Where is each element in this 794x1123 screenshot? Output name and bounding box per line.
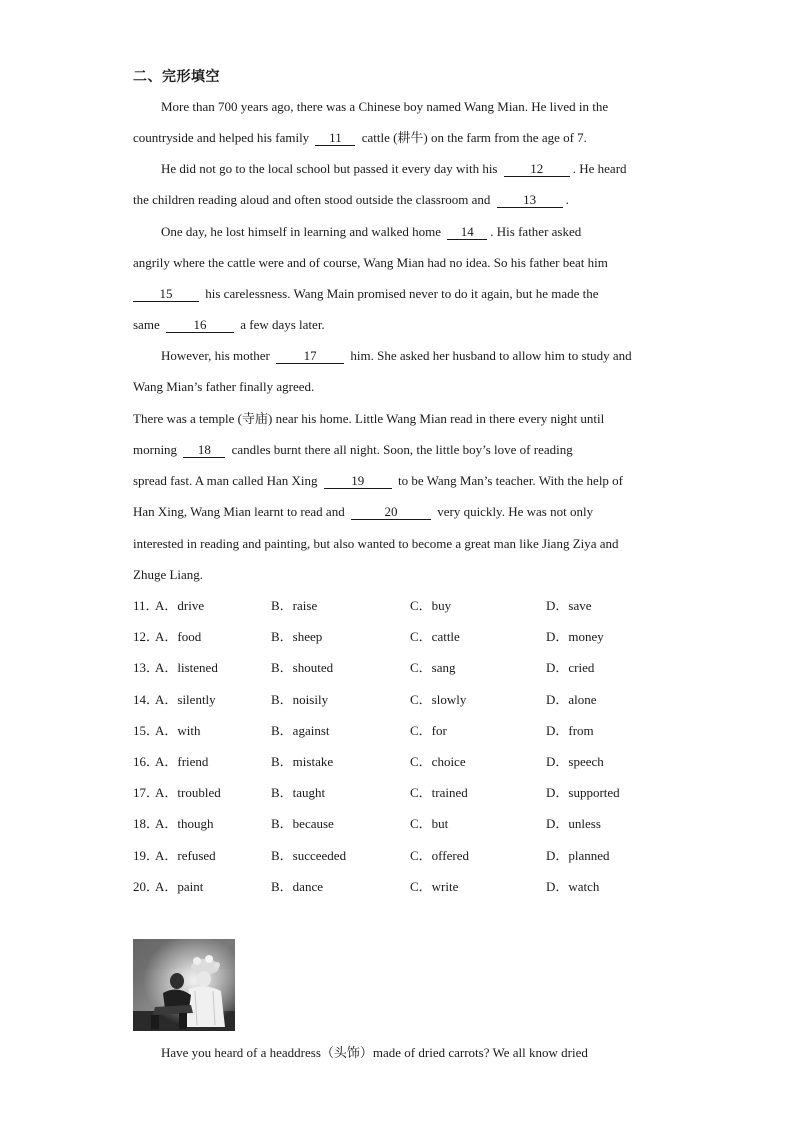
passage-text: him. She asked her husband to allow him to study and	[350, 348, 632, 363]
passage-text: One day, he lost himself in learning and walked home	[161, 224, 442, 239]
option-c: C．but	[410, 816, 449, 832]
passage-line	[133, 129, 587, 147]
question-number: 16．	[133, 754, 160, 769]
next-passage-line	[161, 1044, 588, 1062]
option-b: B．sheep	[271, 629, 323, 645]
blank-18: 18	[183, 443, 225, 458]
passage-line	[161, 347, 632, 365]
passage-text: More than 700 years ago, there was a Chinese boy named Wang Mian. He lived in the	[161, 99, 609, 114]
headdress-photo-image	[133, 939, 235, 1031]
question-row	[133, 847, 693, 865]
passage-line	[133, 378, 314, 396]
passage-line	[133, 535, 619, 553]
question-row	[133, 659, 693, 677]
question-row	[133, 691, 693, 709]
option-b: B．against	[271, 722, 330, 738]
passage-line	[133, 566, 203, 584]
passage-line	[161, 98, 608, 116]
question-row	[133, 753, 693, 771]
blank-13: 13	[497, 193, 563, 208]
question-row	[133, 597, 693, 615]
option-c: C．offered	[410, 847, 469, 863]
passage-line	[161, 160, 627, 178]
option-c: C．choice	[410, 754, 466, 769]
option-c: C．trained	[410, 785, 468, 801]
passage-text: .	[565, 192, 569, 207]
blank-17: 17	[276, 349, 344, 364]
passage-line	[133, 191, 569, 209]
option-b: B．noisily	[271, 691, 329, 707]
blank-20: 20	[351, 505, 431, 520]
question-number: 12．	[133, 629, 160, 645]
passage-text: There was a temple (寺庙) near his home. Little Wang Mian read in there every night until	[133, 411, 605, 426]
passage-text: interested in reading and painting, but also wanted to become a great man like Jiang Ziya and	[133, 536, 619, 551]
passage-line	[133, 410, 604, 428]
question-number: 13．	[133, 660, 160, 676]
passage-line	[133, 503, 593, 521]
passage-text: angrily where the cattle were and of course, Wang Mian had no idea. So his father beat him	[133, 255, 608, 270]
option-b: B．succeeded	[271, 847, 347, 863]
option-a: A．paint	[155, 878, 204, 894]
blank-16: 16	[166, 318, 234, 333]
passage-line	[133, 285, 599, 303]
option-b: B．dance	[271, 878, 323, 894]
passage-text: Zhuge Liang.	[133, 567, 204, 582]
option-b: B．mistake	[271, 754, 334, 769]
question-number: 18．	[133, 816, 160, 832]
passage-text: very quickly. He was not only	[437, 504, 594, 519]
passage-line	[133, 254, 608, 272]
passage-text: same	[133, 317, 160, 332]
option-b: B．raise	[271, 598, 318, 613]
passage-text: countryside and helped his family	[133, 130, 310, 145]
option-a: A．food	[155, 629, 202, 645]
question-number: 11．	[133, 598, 159, 613]
blank-19: 19	[324, 474, 392, 489]
question-row	[133, 878, 693, 896]
passage-text: spread fast. A man called Han Xing	[133, 473, 318, 488]
question-number: 14．	[133, 691, 160, 707]
option-a: A．refused	[155, 847, 216, 863]
blank-15: 15	[133, 287, 199, 302]
question-number: 15．	[133, 722, 160, 738]
passage-text: cattle (耕牛) on the farm from the age of 7.	[361, 130, 587, 145]
option-a: A．silently	[155, 691, 216, 707]
option-c: C．buy	[410, 598, 452, 613]
question-number: 17．	[133, 785, 160, 801]
option-a: A．though	[155, 816, 214, 832]
passage-text: candles burnt there all night. Soon, the little boy’s love of reading	[231, 442, 573, 457]
question-row	[133, 815, 693, 833]
question-row	[133, 722, 693, 740]
option-c: C．cattle	[410, 629, 460, 645]
passage-text: However, his mother	[161, 348, 270, 363]
question-number: 20．	[133, 878, 160, 894]
passage-line	[133, 472, 623, 490]
option-d: D．from	[546, 722, 594, 738]
option-d: D．speech	[546, 754, 604, 769]
question-number: 19．	[133, 847, 160, 863]
blank-12: 12	[504, 162, 570, 177]
option-d: D．supported	[546, 785, 620, 801]
passage-text: morning	[133, 442, 178, 457]
option-a: A．drive	[155, 598, 205, 613]
option-d: D．unless	[546, 816, 601, 832]
option-b: B．shouted	[271, 660, 334, 676]
blank-14: 14	[447, 225, 487, 240]
option-c: C．sang	[410, 660, 456, 676]
option-a: A．troubled	[155, 785, 221, 801]
passage-text: a few days later.	[240, 317, 325, 332]
option-c: C．write	[410, 878, 459, 894]
option-d: D．watch	[546, 878, 600, 894]
passage-line	[133, 316, 325, 334]
option-a: A．with	[155, 722, 201, 738]
passage-text: to be Wang Man’s teacher. With the help of	[397, 473, 624, 488]
section-title: 二、完形填空	[133, 69, 220, 85]
question-row	[133, 784, 693, 802]
passage-text: Wang Mian’s father finally agreed.	[133, 379, 315, 394]
passage-text: his carelessness. Wang Main promised never to do it again, but he made the	[205, 286, 599, 301]
option-d: D．cried	[546, 660, 595, 676]
option-b: B．taught	[271, 785, 326, 801]
option-a: A．friend	[155, 754, 209, 769]
option-d: D．save	[546, 598, 592, 613]
option-d: D．planned	[546, 847, 610, 863]
passage-line	[133, 441, 573, 459]
passage-line	[161, 223, 581, 241]
option-b: B．because	[271, 816, 334, 832]
passage-text: Have you heard of a headdress（头饰）made of dried carrots? We all know dried	[161, 1045, 588, 1060]
question-row	[133, 628, 693, 646]
passage-text: Han Xing, Wang Mian learnt to read and	[133, 504, 345, 519]
option-c: C．slowly	[410, 691, 467, 707]
passage-text: He did not go to the local school but passed it every day with his	[161, 161, 498, 176]
passage-text: . He heard	[572, 161, 627, 176]
option-c: C．for	[410, 722, 447, 738]
passage-text: . His father asked	[490, 224, 582, 239]
option-d: D．money	[546, 629, 604, 645]
blank-11: 11	[315, 131, 355, 146]
headdress-photo	[133, 939, 235, 1031]
passage-text: the children reading aloud and often stood outside the classroom and	[133, 192, 491, 207]
option-d: D．alone	[546, 691, 597, 707]
option-a: A．listened	[155, 660, 218, 676]
